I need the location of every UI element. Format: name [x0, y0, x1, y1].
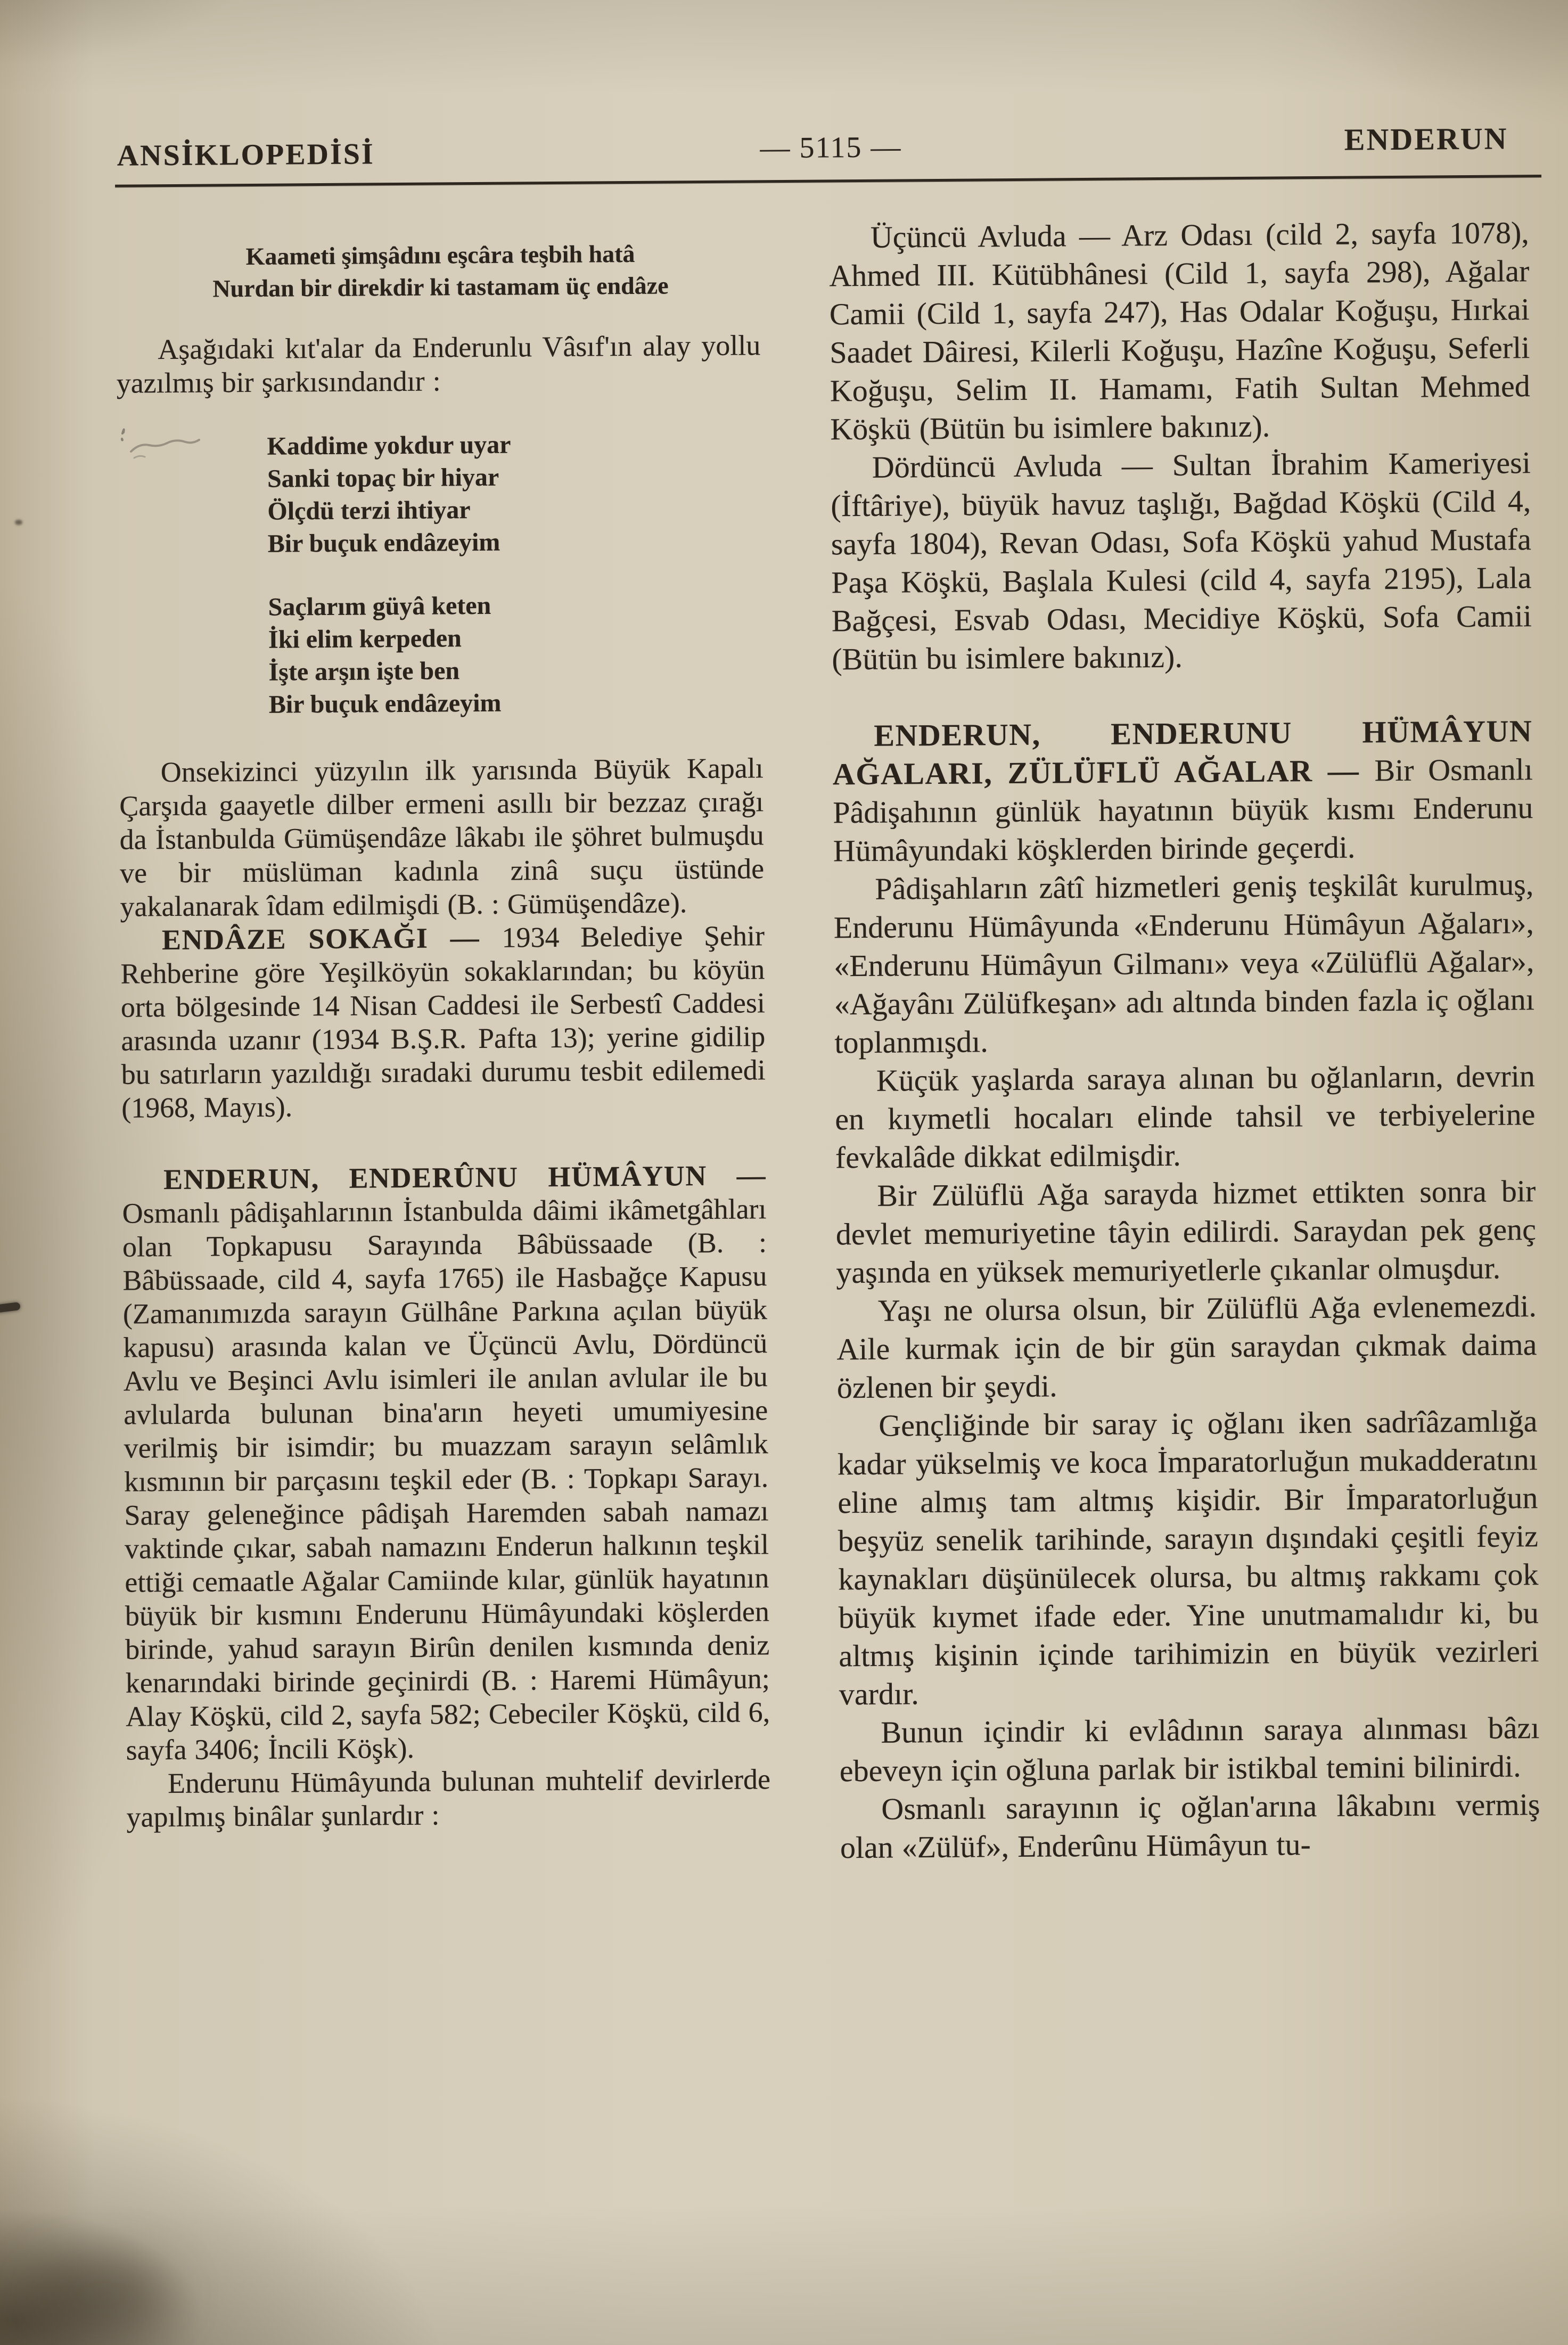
entry-enderun-agalari	[832, 712, 1533, 870]
paragraph-memuriyet: Bir Zülüflü Ağa sarayda hizmet ettikten sonra bir devlet memuriyetine tâyin edilirdi. Saraydan pek genç yaşında en yüksek memuriyetlerle çıkanlar olmuşdur.	[835, 1174, 1537, 1290]
verse-line: Sanki topaç bir hiyar	[267, 463, 499, 493]
verse-line: İki elim kerpeden	[268, 624, 462, 654]
text-columns	[116, 214, 1554, 1872]
page-number: — 5115 —	[760, 130, 902, 165]
paragraph-sadriazam: Gençliğinde bir saray iç oğlanı iken sadrîâzamlığa kadar yükselmiş ve koca İmparatorluğun mukadderatını eline almış tam altmış kişidir. Bir İmparatorluğun beşyüz senelik tarihinde, sarayın dışındaki çeşitli feyiz kaynakları düşünülecek olursa, bu altmış rakkamı çok büyük kıymet ifade eder. Yine unutmamalıdır ki, bu altmış kişinin içinde tarihimizin en büyük vezirleri vardır.	[837, 1404, 1539, 1712]
running-title-left: ANSİKLOPEDİSİ	[117, 137, 375, 173]
epigraph-line: Kaameti şimşâdını eşcâra teşbih hatâ	[245, 240, 635, 270]
running-title-right: ENDERUN	[1344, 121, 1508, 157]
paragraph-istikbal: Bunun içindir ki evlâdının saraya alınması bâzı ebeveyn için oğluna parlak bir istikbal temini bilinirdi.	[839, 1710, 1540, 1789]
column-gutter	[760, 218, 841, 1867]
left-column	[116, 219, 771, 1872]
entry-enderun-humayun	[122, 1159, 770, 1767]
verse-line: Kaddime yokdur uyar	[267, 430, 511, 461]
verse-line: Bir buçuk endâzeyim	[268, 688, 502, 719]
page-header	[114, 121, 1541, 176]
paragraph-dorduncu-avluda: Dördüncü Avluda — Sultan İbrahim Kameriyesi (İftâriye), büyük havuz taşlığı, Bağdad Köşkü (Cild 4, sayfa 1804), Revan Odası, Sofa Köşkü yahud Mustafa Paşa Köşkü, Başlala Kulesi (cild 4, sayfa 2195), Lala Bağçesi, Esvab Odası, Mecidiye Köşkü, Sofa Camii (Bütün bu isimlere bakınız).	[831, 445, 1532, 677]
verse-line: Ölçdü terzi ihtiyar	[267, 496, 471, 526]
paper-speck	[15, 520, 22, 525]
paragraph-gumusendaze: Onsekizinci yüzyılın ilk yarısında Büyük Kapalı Çarşıda gaayetle dilber ermeni asıllı bir bezzaz çırağı da İstanbulda Gümüşendâze lâkabı ile şöhret bulmuşdu ve bir müslüman kadınla zinâ suçu üstünde yakalanarak îdam edilmişdi (B. : Gümüşendâze).	[119, 752, 765, 923]
paragraph-zuluf: Osmanlı sarayının iç oğlan'arına lâkabını vermiş olan «Zülüf», Enderûnu Hümâyun tu-	[840, 1787, 1540, 1865]
entry-endaze-sokagi	[120, 919, 766, 1125]
verse-line: Bir buçuk endâzeyim	[267, 528, 500, 558]
verse-line: Saçlarım güyâ keten	[268, 591, 491, 621]
paragraph-binalar: Enderunu Hümâyunda bulunan muhtelif devirlerde yapılmış binâlar şunlardır :	[126, 1763, 771, 1833]
paragraph-egitim: Küçük yaşlarda saraya alınan bu oğlanların, devrin en kıymetli hocaları elinde tahsil ve terbiyelerine fevkalâde dikkat edilmişdir.	[835, 1059, 1536, 1175]
entry-lead: ENDERUN, ENDERUNU HÜMÂYUN AĞALARI, ZÜLÜFLÜ AĞALAR —	[832, 714, 1533, 792]
entry-text: Osmanlı pâdişahlarının İstanbulda dâimi ikâmetgâhları olan Topkapusu Sarayında Bâbüssaade (B. : Bâbüssaade, cild 4, sayfa 1765) ile Hasbağçe Kapusu (Zamanımızda sarayın Gülhâne Parkına açılan büyük kapusu) arasında kalan ve Üçüncü Avlu, Dördüncü Avlu ve Beşinci Avlu isimleri ile anılan avlular ile bu avlularda bulunan bina'arın heyeti umumiyesine verilmiş bir isimdir; bu muazzam sarayın selâmlık kısmının bir parçasını teşkil eder (B. : Topkapı Sarayı. Saray geleneğince pâdişah Haremden sabah namazı vaktinde çıkar, sabah namazını Enderun halkının teşkil ettiği cemaatle Ağalar Camiinde kılar, günlük hayatının büyük bir kısmını Enderunu Hümâyundaki köşlerden birinde, yahud sarayın Birûn denilen kısmında deniz kenarındaki birinde geçinirdi (B. : Haremi Hümâyun; Alay Köşkü, cild 2, sayfa 582; Cebeciler Köşkü, cild 6, sayfa 3406; İncili Köşk).	[122, 1193, 770, 1766]
epigraph-line: Nurdan bir direkdir ki tastamam üç endâze	[212, 272, 669, 302]
paragraph-ucuncu-avluda: Üçüncü Avluda — Arz Odası (cild 2, sayfa 1078), Ahmed III. Kütübhânesi (Cild 1, sayfa 298), Ağalar Camii (Cild 1, sayfa 247), Has Odalar Koğuşu, Hırkai Saadet Dâiresi, Kilerli Koğuşu, Hazîne Koğuşu, Seferli Koğuşu, Selim II. Hamamı, Fatih Sultan Mehmed Köşkü (Bütün bu isimlere bakınız).	[829, 215, 1531, 447]
pencil-scribble	[118, 424, 214, 466]
paragraph-teskilat: Pâdişahların zâtî hizmetleri geniş teşkilât kurulmuş, Enderunu Hümâyunda «Enderunu Hümâyun Ağaları», «Enderunu Hümâyun Gilmanı» veya «Zülüflü Ağalar», «Ağayânı Zülüfkeşan» adı altında binden fazla iç oğlanı toplanmışdı.	[833, 867, 1535, 1060]
epigraph-couplet	[137, 237, 744, 305]
paragraph-evlenme: Yaşı ne olursa olsun, bir Zülüflü Ağa evlenemezdi. Aile kurmak için de bir gün saraydan çıkmak daima özlenen bir şeydi.	[836, 1289, 1537, 1405]
intro-paragraph: Aşağıdaki kıt'alar da Enderunlu Vâsıf'ın alay yollu yazılmış bir şarkısındandır :	[116, 329, 761, 399]
verse-stanza-1	[267, 427, 762, 560]
header-rule	[115, 175, 1541, 187]
verse-line: İşte arşın işte ben	[268, 657, 460, 686]
verse-stanza-2	[268, 587, 763, 720]
entry-text: Bir Osmanlı Pâdişahının günlük hayatının büyük kısmı Enderunu Hümâyundaki köşklerden birinde geçerdi.	[833, 752, 1533, 868]
entry-lead: ENDÂZE SOKAĞI —	[161, 921, 502, 956]
entry-lead: ENDERUN, ENDERÛNU HÜMÂYUN —	[163, 1159, 767, 1196]
corner-shadow	[32, 2258, 170, 2332]
entry-text: 1934 Belediye Şehir Rehberine göre Yeşilköyün sokaklarından; bu köyün orta bölgesinde 14 Nisan Caddesi ile Serbestî Caddesi arasında uzanır (1934 B.Ş.R. Pafta 13); yerine gidilip bu satırların yazıldığı sıradaki durumu tesbit edilemedi (1968, Mayıs).	[120, 920, 766, 1124]
right-column	[829, 214, 1554, 1867]
